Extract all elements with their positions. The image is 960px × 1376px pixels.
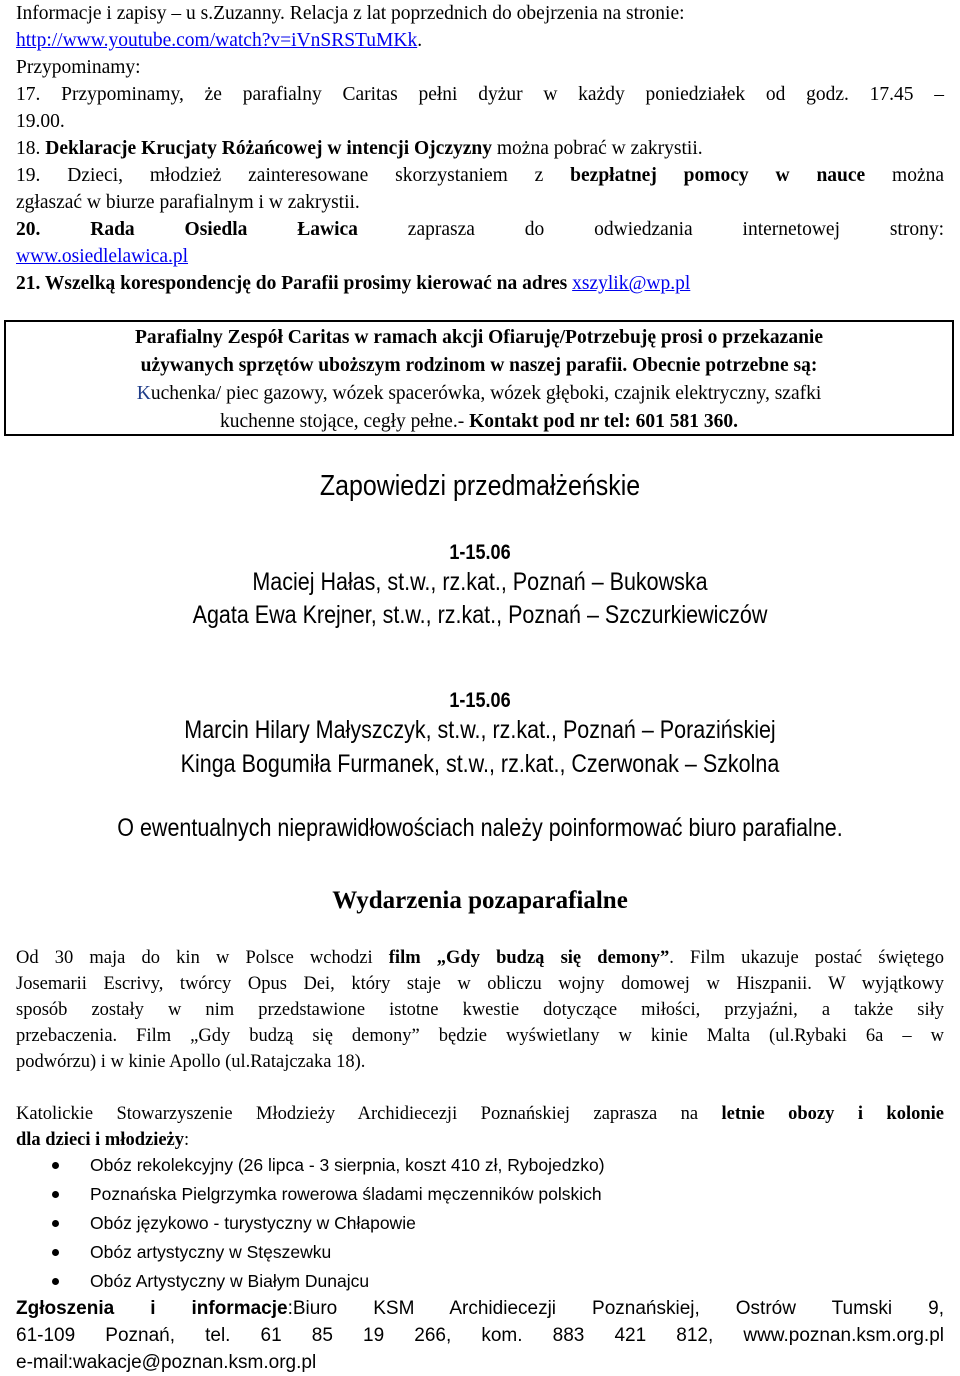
film-line: sposób zostały w nim przedstawione istotne kwestie dotyczące miłości, przyjaźni, a także siły [16, 1000, 944, 1020]
notices-section [16, 0, 944, 297]
list-item: Poznańska Pielgrzymka rowerowa śladami męczenników polskich [52, 1180, 605, 1209]
list-item: Obóz Artystyczny w Białym Dunajcu [52, 1267, 605, 1296]
notice-line: Informacje i zapisy – u s.Zuzanny. Relacja z lat poprzednich do obejrzenia na stronie: [16, 3, 685, 24]
banns-heading: Zapowiedzi przedmałżeńskie [319, 470, 641, 502]
notice-item-17-cont: 19.00. [16, 111, 65, 132]
ksm-line: dla dzieci i młodzieży: [16, 1130, 190, 1150]
notice-reminder: Przypominamy: [16, 57, 141, 78]
caritas-line: Parafialny Zespół Caritas w ramach akcji Ofiaruję/Potrzebuję prosi o przekazanie [135, 327, 823, 348]
contact-line: 61-109 Poznań, tel. 61 85 19 266, kom. 883 421 812, www.poznan.ksm.org.pl [16, 1325, 944, 1346]
ksm-paragraph [16, 1101, 944, 1153]
film-paragraph [16, 945, 944, 1075]
contact-line: e-mail:wakacje@poznan.ksm.org.pl [16, 1352, 317, 1373]
list-item: Obóz językowo - turystyczny w Chłapowie [52, 1209, 605, 1238]
notice-item-17: 17. Przypominamy, że parafialny Caritas pełni dyżur w każdy poniedziałek od godz. 17.45 – [16, 84, 944, 105]
contact-line: Zgłoszenia i informacje:Biuro KSM Archidiecezji Poznańskiej, Ostrów Tumski 9, [16, 1298, 944, 1319]
list-item: Obóz artystyczny w Stęszewku [52, 1238, 605, 1267]
youtube-link[interactable]: http://www.youtube.com/watch?v=iVnSRSTuMKk [16, 30, 418, 51]
banns-note: O ewentualnych nieprawidłowościach należy poinformować biuro parafialne. [117, 814, 843, 842]
film-line: Josemarii Escrivy, twórcy Opus Dei, który staje w obliczu wojny domowej w Hiszpanii. W wyjątkowy [16, 974, 944, 994]
banns-person: Agata Ewa Krejner, st.w., rz.kat., Poznań – Szczurkiewiczów [192, 601, 768, 629]
events-heading: Wydarzenia pozaparafialne [332, 887, 628, 914]
notice-item-18: 18. Deklaracje Krucjaty Różańcowej w intencji Ojczyzny można pobrać w zakrystii. [16, 138, 703, 159]
caritas-line: używanych sprzętów uboższym rodzinom w naszej parafii. Obecnie potrzebne są: [140, 355, 818, 376]
contact-section [16, 1295, 944, 1376]
banns-person: Maciej Hałas, st.w., rz.kat., Poznań – Bukowska [252, 568, 708, 596]
banns-date: 1-15.06 [449, 689, 511, 712]
notice-item-19-cont: zgłaszać w biurze parafialnym i w zakrystii. [16, 192, 360, 213]
banns-person: Kinga Bogumiła Furmanek, st.w., rz.kat., Czerwonak – Szkolna [180, 750, 780, 778]
notice-item-20-cont [16, 243, 944, 270]
banns-person: Marcin Hilary Małyszczyk, st.w., rz.kat., Poznań – Porazińskiej [184, 716, 776, 744]
caritas-box [4, 320, 954, 436]
notice-item-20: 20. Rada Osiedla Ławica zaprasza do odwiedzania internetowej strony: [16, 219, 945, 240]
camps-list [52, 1151, 605, 1296]
film-line: podwórzu) i w kinie Apollo (ul.Ratajczaka 18). [16, 1052, 366, 1072]
notice-line: http://www.youtube.com/watch?v=iVnSRSTuMKk. [16, 30, 423, 51]
notice-item-19: 19. Dzieci, młodzież zainteresowane skorzystaniem z bezpłatnej pomocy w nauce można [16, 165, 945, 186]
osiedle-link[interactable]: www.osiedlelawica.pl [16, 246, 189, 267]
film-line: Od 30 maja do kin w Polsce wchodzi film „Gdy budzą się demony”. Film ukazuje postać świętego [16, 948, 944, 968]
email-link[interactable]: xszylik@wp.pl [572, 273, 691, 294]
list-item: Obóz rekolekcyjny (26 lipca - 3 sierpnia, koszt 410 zł, Rybojedzko) [52, 1151, 605, 1180]
ksm-line: Katolickie Stowarzyszenie Młodzieży Archidiecezji Poznańskiej zaprasza na letnie obozy i kolonie [16, 1104, 944, 1124]
film-line: przebaczenia. Film „Gdy budzą się demony” będzie wyświetlany w kinie Malta (ul.Rybaki 6a – w [16, 1026, 944, 1046]
caritas-line: Kuchenka/ piec gazowy, wózek spacerówka, wózek głęboki, czajnik elektryczny, szafki [136, 383, 822, 404]
notice-item-21: 21. Wszelką korespondencję do Parafii prosimy kierować na adres xszylik@wp.pl [16, 273, 691, 294]
banns-date: 1-15.06 [449, 541, 511, 564]
caritas-line: kuchenne stojące, cegły pełne.- Kontakt pod nr tel: 601 581 360. [220, 411, 738, 432]
